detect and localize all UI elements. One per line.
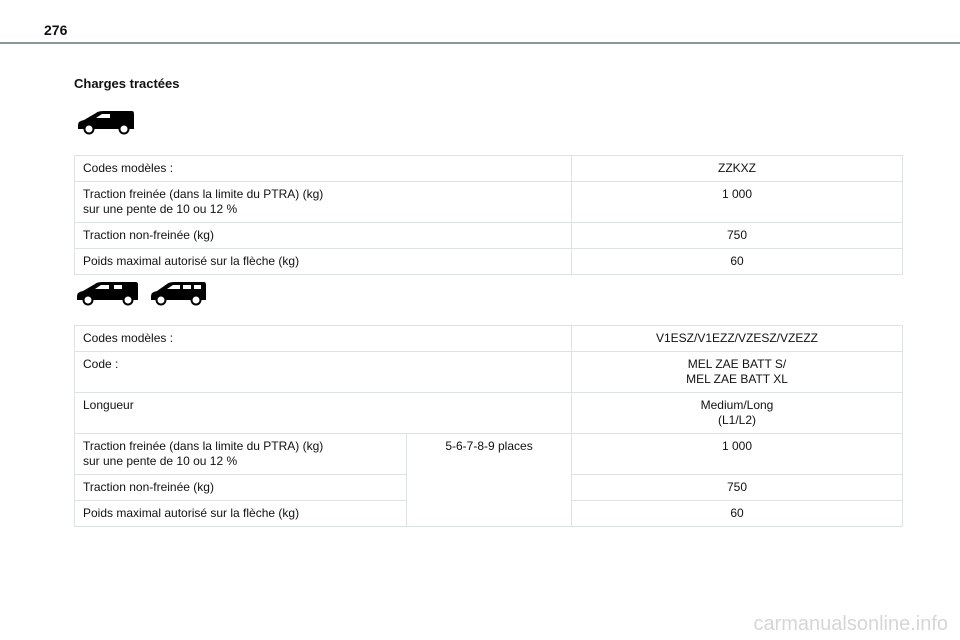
table-row: Code : MEL ZAE BATT S/ MEL ZAE BATT XL: [75, 352, 903, 393]
table-row: Traction freinée (dans la limite du PTRA) (kg) sur une pente de 10 ou 12 % 5-6-7-8-9 places 1 000: [75, 434, 903, 475]
page-number: 276: [44, 22, 68, 38]
table-row: Poids maximal autorisé sur la flèche (kg) 60: [75, 501, 903, 527]
table-row: Traction non-freinée (kg) 750: [75, 223, 903, 249]
table-towing-van: [74, 155, 903, 275]
table-row: Longueur Medium/Long (L1/L2): [75, 393, 903, 434]
table-row: Poids maximal autorisé sur la flèche (kg) 60: [75, 249, 903, 275]
minibus-icon: [74, 280, 140, 306]
watermark: carmanualsonline.info: [753, 613, 948, 635]
van-icon: [74, 109, 136, 135]
section-title: Charges tractées: [74, 76, 180, 91]
table-row: Codes modèles : V1ESZ/V1EZZ/VZESZ/VZEZZ: [75, 326, 903, 352]
table-row: Traction freinée (dans la limite du PTRA) (kg) sur une pente de 10 ou 12 % 1 000: [75, 182, 903, 223]
table-towing-minibus: [74, 325, 903, 527]
table-row: Traction non-freinée (kg) 750: [75, 475, 903, 501]
minibus-long-icon: [148, 280, 208, 306]
table-row: Codes modèles : ZZKXZ: [75, 156, 903, 182]
header-rule: [0, 42, 960, 44]
